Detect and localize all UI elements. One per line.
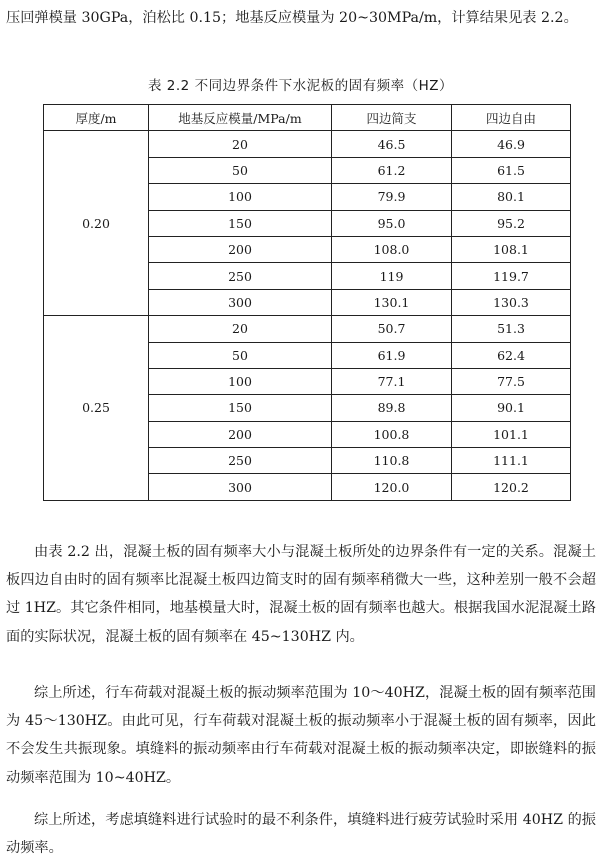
modulus-cell: 100	[149, 368, 332, 394]
table-row	[44, 316, 571, 342]
modulus-cell: 50	[149, 157, 332, 183]
header-subgrade-modulus: 地基反应模量/MPa/m	[149, 105, 332, 131]
free-cell: 51.3	[452, 316, 571, 342]
simple-cell: 120.0	[332, 474, 452, 500]
analysis-paragraph: 由表 2.2 出，混凝土板的固有频率大小与混凝土板所处的边界条件有一定的关系。混凝土板四边自由时的固有频率比混凝土板四边简支时的固有频率稍微大一些，这种差别一般不会超过 1HZ。其它条件相同，地基模量大时，混凝土板的固有频率也越大。根据我国水泥混凝土路面的实际状况，混凝土板的固有频率在 45~130HZ 内。	[6, 544, 596, 645]
conclusion-paragraph: 综上所述，考虑填缝料进行试验时的最不利条件，填缝料进行疲劳试验时采用 40HZ 的振动频率。	[6, 812, 596, 857]
free-cell: 90.1	[452, 395, 571, 421]
modulus-cell: 250	[149, 263, 332, 289]
free-cell: 77.5	[452, 368, 571, 394]
modulus-cell: 250	[149, 448, 332, 474]
intro-paragraph: 压回弹模量 30GPa，泊松比 0.15；地基反应模量为 20~30MPa/m，计算结果见表 2.2。	[6, 10, 578, 26]
modulus-cell: 20	[149, 131, 332, 157]
modulus-cell: 20	[149, 316, 332, 342]
free-cell: 130.3	[452, 289, 571, 315]
free-cell: 95.2	[452, 210, 571, 236]
thickness-cell: 0.20	[44, 131, 149, 316]
free-cell: 108.1	[452, 236, 571, 262]
modulus-cell: 50	[149, 342, 332, 368]
simple-cell: 77.1	[332, 368, 452, 394]
frequency-table	[43, 104, 571, 501]
modulus-cell: 150	[149, 395, 332, 421]
free-cell: 111.1	[452, 448, 571, 474]
simple-cell: 130.1	[332, 289, 452, 315]
simple-cell: 46.5	[332, 131, 452, 157]
modulus-cell: 150	[149, 210, 332, 236]
modulus-cell: 200	[149, 236, 332, 262]
simple-cell: 100.8	[332, 421, 452, 447]
simple-cell: 79.9	[332, 184, 452, 210]
modulus-cell: 100	[149, 184, 332, 210]
simple-cell: 50.7	[332, 316, 452, 342]
simple-cell: 89.8	[332, 395, 452, 421]
modulus-cell: 300	[149, 474, 332, 500]
free-cell: 62.4	[452, 342, 571, 368]
table-header-row	[44, 105, 571, 131]
header-thickness: 厚度/m	[44, 105, 149, 131]
free-cell: 80.1	[452, 184, 571, 210]
simple-cell: 108.0	[332, 236, 452, 262]
simple-cell: 119	[332, 263, 452, 289]
header-simply-supported: 四边简支	[332, 105, 452, 131]
header-free-edges: 四边自由	[452, 105, 571, 131]
table-caption: 表 2.2 不同边界条件下水泥板的固有频率（HZ）	[148, 78, 453, 94]
free-cell: 46.9	[452, 131, 571, 157]
simple-cell: 61.9	[332, 342, 452, 368]
summary-paragraph: 综上所述，行车荷载对混凝土板的振动频率范围为 10～40HZ，混凝土板的固有频率范围为 45～130HZ。由此可见，行车荷载对混凝土板的振动频率小于混凝土板的固有频率，因此不会发生共振现象。填缝料的振动频率由行车荷载对混凝土板的振动频率决定，即嵌缝料的振动频率范围为 10~40HZ。	[6, 685, 596, 786]
modulus-cell: 300	[149, 289, 332, 315]
simple-cell: 95.0	[332, 210, 452, 236]
simple-cell: 61.2	[332, 157, 452, 183]
modulus-cell: 200	[149, 421, 332, 447]
free-cell: 120.2	[452, 474, 571, 500]
free-cell: 119.7	[452, 263, 571, 289]
free-cell: 101.1	[452, 421, 571, 447]
simple-cell: 110.8	[332, 448, 452, 474]
table-row	[44, 131, 571, 157]
free-cell: 61.5	[452, 157, 571, 183]
thickness-cell: 0.25	[44, 316, 149, 501]
